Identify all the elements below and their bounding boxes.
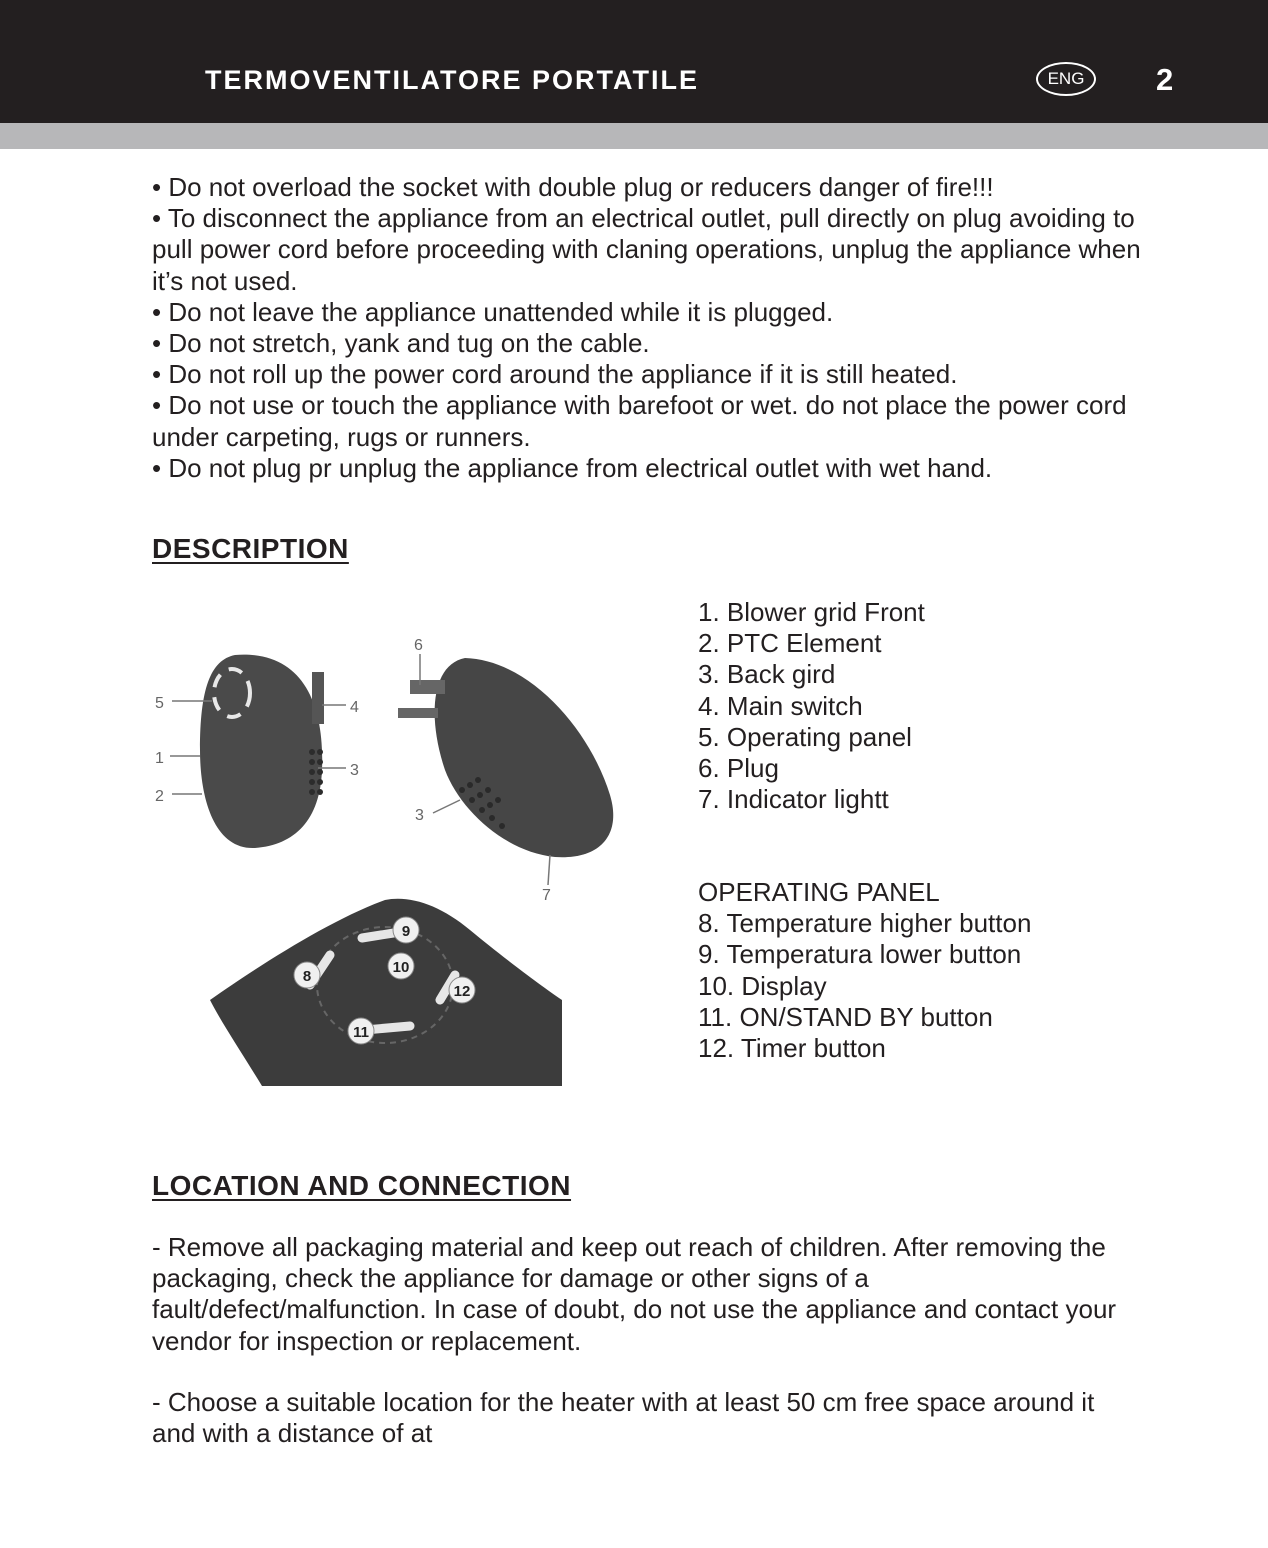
panel-parts-list (698, 877, 1031, 1064)
location-paragraph: - Choose a suitable location for the heater with at least 50 cm free space around it and with a distance of at (152, 1387, 1095, 1449)
location-heading: LOCATION AND CONNECTION (152, 1170, 572, 1201)
panel-part-item: 9. Temperatura lower button (698, 939, 1022, 970)
page-number: 2 (1156, 62, 1174, 97)
heater-illustration (140, 620, 630, 1100)
safety-item: • Do not roll up the power cord around the appliance if it is still heated. (152, 359, 958, 390)
callout-label: 11 (353, 1024, 369, 1041)
callout-label: 1 (155, 750, 164, 767)
front-view-illustration (155, 655, 359, 848)
parts-list (698, 597, 925, 815)
callout-label: 4 (350, 699, 359, 716)
safety-item: • Do not plug pr unplug the appliance from electrical outlet with wet hand. (152, 452, 993, 483)
safety-item: • Do not stretch, yank and tug on the cable. (152, 328, 650, 359)
callout-label: 12 (453, 983, 471, 1000)
safety-item: • To disconnect the appliance from an electrical outlet, pull directly on plug avoiding to pull power cord before proceeding with claning operations, unplug the appliance when it’s not used. (152, 203, 1141, 296)
side-view-illustration (398, 637, 613, 904)
part-item: 2. PTC Element (698, 628, 882, 659)
part-item: 6. Plug (698, 753, 779, 784)
language-badge: ENG (1036, 62, 1096, 96)
safety-item: • Do not overload the socket with double plug or reducers danger of fire!!! (152, 172, 994, 202)
callout-label: 6 (414, 637, 423, 654)
callout-label: 2 (155, 788, 164, 805)
panel-part-item: 11. ON/STAND BY button (698, 1001, 993, 1032)
callout-label: 5 (155, 695, 164, 712)
location-paragraph: - Remove all packaging material and keep out reach of children. After removing the packaging, check the appliance for damage or other signs of a fault/defect/malfunction. In case of doubt, do not use the appliance and contact your vendor for inspection or replacement. (152, 1232, 1117, 1356)
panel-part-item: 8. Temperature higher button (698, 908, 1032, 939)
callout-label: 3 (350, 762, 359, 779)
safety-list (152, 172, 1152, 484)
panel-part-item: 10. Display (698, 970, 827, 1001)
safety-item: • Do not leave the appliance unattended while it is plugged. (152, 296, 834, 327)
document-title: TERMOVENTILATORE PORTATILE (205, 65, 699, 95)
header-bar (0, 0, 1268, 123)
safety-item: • Do not use or touch the appliance with barefoot or wet. do not place the power cord under carpeting, rugs or runners. (152, 390, 1127, 452)
panel-view-illustration (210, 899, 562, 1086)
panel-heading: OPERATING PANEL (698, 877, 940, 907)
callout-label: 7 (542, 887, 551, 904)
callout-label: 10 (392, 959, 410, 976)
callout-label: 3 (415, 807, 424, 824)
description-heading: DESCRIPTION (152, 533, 349, 564)
callout-label: 8 (302, 968, 312, 985)
header-stripe (0, 123, 1268, 149)
panel-part-item: 12. Timer button (698, 1033, 886, 1064)
part-item: 7. Indicator lightt (698, 784, 889, 815)
part-item: 4. Main switch (698, 690, 863, 721)
part-item: 1. Blower grid Front (698, 597, 925, 627)
part-item: 5. Operating panel (698, 721, 912, 752)
part-item: 3. Back gird (698, 659, 836, 690)
callout-label: 9 (401, 923, 411, 940)
